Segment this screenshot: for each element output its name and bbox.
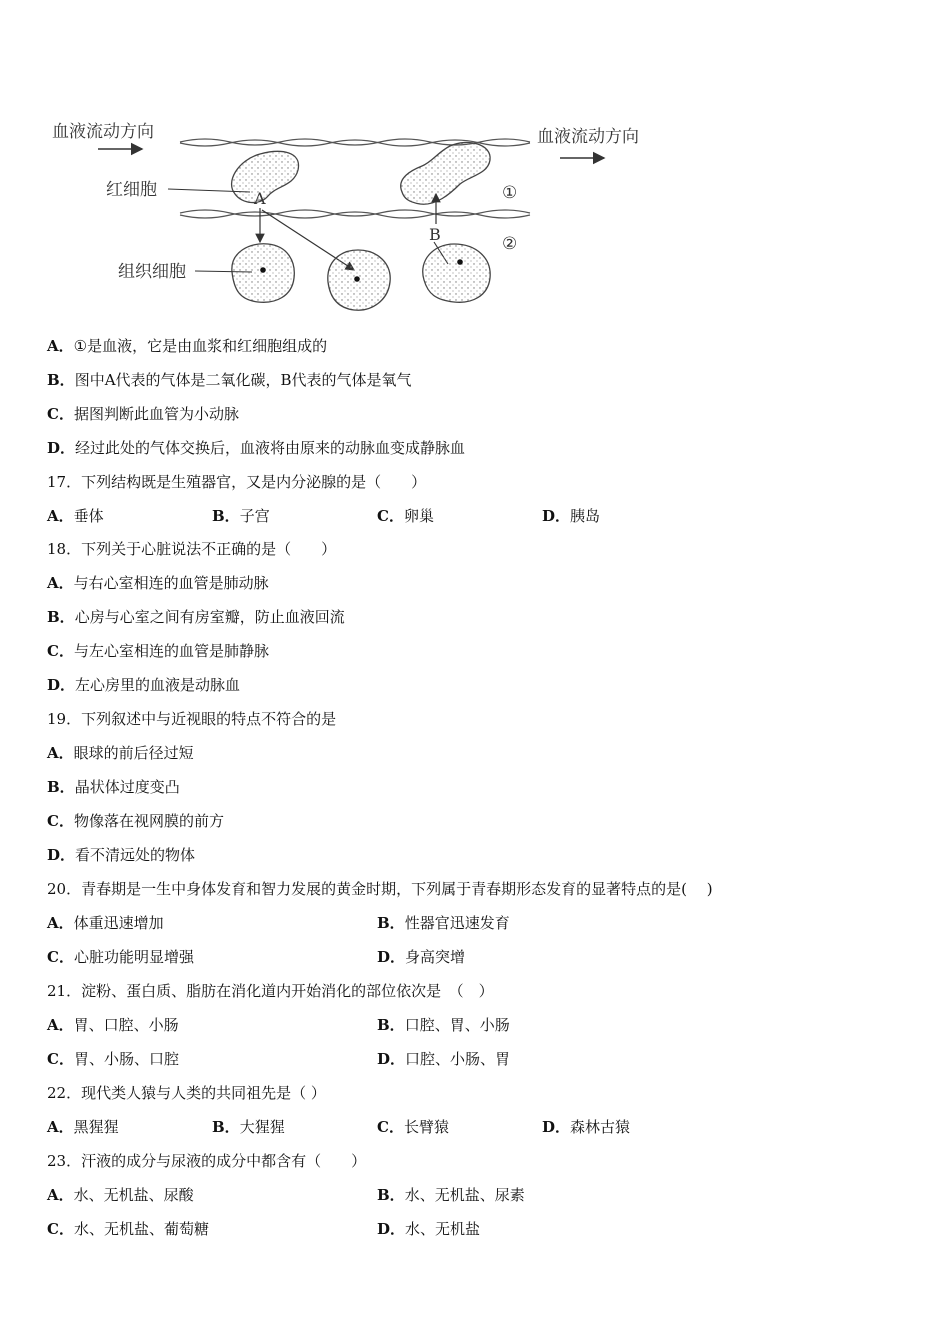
flow-direction-right-label: 血液流动方向 <box>537 127 639 147</box>
option-letter: B． <box>47 371 75 389</box>
option-text: 水、无机盐 <box>405 1220 481 1238</box>
option-letter: B． <box>377 1186 405 1204</box>
option-letter: D． <box>542 507 571 525</box>
option-text: 胃、小肠、口腔 <box>73 1050 179 1068</box>
option-text: 性器官迅速发育 <box>404 914 510 932</box>
capillary-diagram <box>40 112 660 317</box>
option-letter: C． <box>377 1118 404 1136</box>
q18-option-a <box>47 573 269 593</box>
q19-option-d <box>47 845 195 865</box>
option-text: 黑猩猩 <box>73 1118 119 1136</box>
q18-option-b <box>47 607 345 627</box>
q22-option-c <box>377 1117 449 1137</box>
option-text: 左心房里的血液是动脉血 <box>75 676 241 694</box>
option-letter: D． <box>377 1050 406 1068</box>
option-text: 垂体 <box>73 507 104 525</box>
option-text: 胃、口腔、小肠 <box>73 1016 179 1034</box>
option-text: 长臂猿 <box>403 1118 449 1136</box>
option-text: 心房与心室之间有房室瓣，防止血液回流 <box>74 608 345 626</box>
q18-option-d <box>47 675 240 695</box>
option-letter: A． <box>47 1016 74 1034</box>
q23-option-a <box>47 1185 194 1205</box>
option-text: 子宫 <box>239 507 270 525</box>
option-text: 晶状体过度变凸 <box>74 778 180 796</box>
q16-option-d <box>47 438 465 458</box>
option-text: 口腔、胃、小肠 <box>404 1016 510 1034</box>
q21-option-d <box>377 1049 510 1069</box>
q18-option-c <box>47 641 269 661</box>
option-letter: B． <box>377 914 405 932</box>
q23-option-d <box>377 1219 480 1239</box>
tissue-cell-label: 组织细胞 <box>118 262 186 282</box>
point-a-label: A <box>254 189 266 208</box>
q21-option-b <box>377 1015 510 1035</box>
option-text: 体重迅速增加 <box>73 914 164 932</box>
option-text: 水、无机盐、葡萄糖 <box>73 1220 209 1238</box>
tissue-cell-right <box>423 244 490 302</box>
option-letter: D． <box>377 1220 406 1238</box>
option-letter: D． <box>47 439 76 457</box>
option-text: 水、无机盐、尿酸 <box>73 1186 194 1204</box>
option-letter: C． <box>47 812 74 830</box>
option-letter: D． <box>47 676 76 694</box>
q20-stem: 20．青春期是一生中身体发育和智力发展的黄金时期，下列属于青春期形态发育的显著特点的是( ) <box>47 880 713 898</box>
q23-option-b <box>377 1185 525 1205</box>
option-text: 森林古猿 <box>570 1118 631 1136</box>
q16-option-b <box>47 370 412 390</box>
q16-option-a <box>47 336 327 356</box>
option-text: 身高突增 <box>405 948 466 966</box>
q17-option-d <box>542 506 600 526</box>
option-letter: A． <box>47 1186 74 1204</box>
red-blood-cell-right <box>401 142 490 204</box>
point-b-label: B <box>429 225 441 244</box>
option-text: 据图判断此血管为小动脉 <box>73 405 239 423</box>
option-letter: D． <box>47 846 76 864</box>
option-letter: A． <box>47 337 74 355</box>
q22-option-d <box>542 1117 630 1137</box>
q20-option-c <box>47 947 194 967</box>
option-text: 大猩猩 <box>239 1118 285 1136</box>
option-letter: D． <box>542 1118 571 1136</box>
q17-stem: 17．下列结构既是生殖器官，又是内分泌腺的是（ ） <box>47 473 427 491</box>
q19-option-b <box>47 777 180 797</box>
q21-option-c <box>47 1049 179 1069</box>
q21-stem: 21．淀粉、蛋白质、脂肪在消化道内开始消化的部位依次是 （ ） <box>47 982 494 1000</box>
option-letter: C． <box>47 1220 74 1238</box>
q21-option-a <box>47 1015 179 1035</box>
option-letter: A． <box>47 507 74 525</box>
q22-stem: 22．现代类人猿与人类的共同祖先是（ ） <box>47 1084 326 1102</box>
option-text: 与左心室相连的血管是肺静脉 <box>73 642 269 660</box>
q17-option-c <box>377 506 434 526</box>
q17-option-a <box>47 506 104 526</box>
option-letter: C． <box>377 507 404 525</box>
option-text: ①是血液，它是由血浆和红细胞组成的 <box>73 337 328 355</box>
option-letter: B． <box>212 507 240 525</box>
q22-option-b <box>212 1117 285 1137</box>
option-text: 经过此处的气体交换后，血液将由原来的动脉血变成静脉血 <box>75 439 466 457</box>
q17-option-b <box>212 506 270 526</box>
option-letter: A． <box>47 914 74 932</box>
option-letter: B． <box>377 1016 405 1034</box>
option-text: 物像落在视网膜的前方 <box>73 812 224 830</box>
option-letter: A． <box>47 744 74 762</box>
q20-option-d <box>377 947 465 967</box>
q16-option-c <box>47 404 239 424</box>
option-letter: B． <box>212 1118 240 1136</box>
option-letter: D． <box>377 948 406 966</box>
red-blood-cell-label: 红细胞 <box>106 180 157 200</box>
option-text: 口腔、小肠、胃 <box>405 1050 511 1068</box>
option-text: 眼球的前后径过短 <box>73 744 194 762</box>
option-text: 水、无机盐、尿素 <box>404 1186 525 1204</box>
q18-stem: 18．下列关于心脏说法不正确的是（ ） <box>47 540 337 558</box>
q19-stem: 19．下列叙述中与近视眼的特点不符合的是 <box>47 710 337 728</box>
capillary-wall-bottom <box>180 210 530 216</box>
q19-option-a <box>47 743 194 763</box>
q22-option-a <box>47 1117 119 1137</box>
q20-option-b <box>377 913 510 933</box>
option-letter: C． <box>47 642 74 660</box>
q23-stem: 23．汗液的成分与尿液的成分中都含有（ ） <box>47 1152 367 1170</box>
tissue-cell-left <box>232 244 294 303</box>
option-letter: B． <box>47 608 75 626</box>
option-text: 看不清远处的物体 <box>75 846 196 864</box>
q23-option-c <box>47 1219 209 1239</box>
region-2-marker: ② <box>502 234 518 254</box>
option-letter: A． <box>47 574 74 592</box>
option-text: 胰岛 <box>570 507 601 525</box>
flow-direction-left-label: 血液流动方向 <box>52 122 154 142</box>
option-text: 与右心室相连的血管是肺动脉 <box>73 574 269 592</box>
option-text: 图中A代表的气体是二氧化碳，B代表的气体是氧气 <box>74 371 412 389</box>
option-letter: C． <box>47 1050 74 1068</box>
option-text: 心脏功能明显增强 <box>73 948 194 966</box>
q20-option-a <box>47 913 164 933</box>
option-letter: A． <box>47 1118 74 1136</box>
option-letter: B． <box>47 778 75 796</box>
q19-option-c <box>47 811 224 831</box>
option-text: 卵巢 <box>403 507 434 525</box>
option-letter: C． <box>47 405 74 423</box>
region-1-marker: ① <box>502 183 518 203</box>
option-letter: C． <box>47 948 74 966</box>
